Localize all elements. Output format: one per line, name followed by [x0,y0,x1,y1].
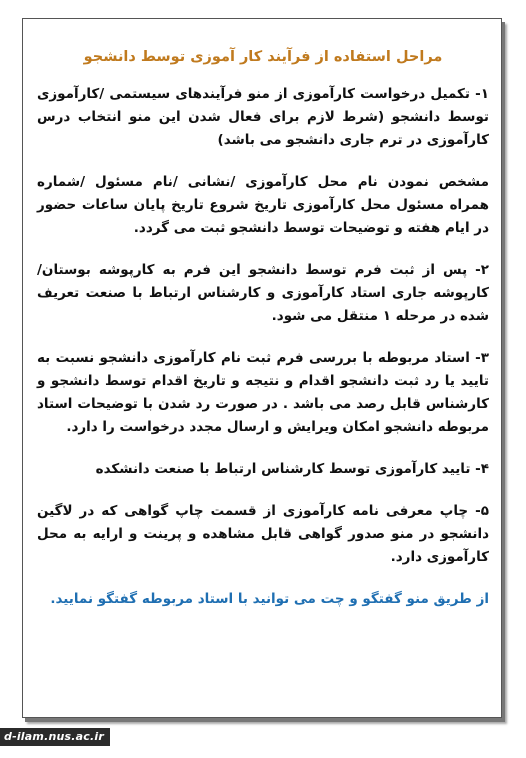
step-1-paragraph: ۱- تکمیل درخواست کارآموزی از منو فرآیندهای سیستمی /کارآموزی توسط دانشجو (شرط لازم برای فعال شدن این منو انتخاب درس کارآموزی در ترم جاری دانشجو می باشد) [37,86,489,148]
step-3-paragraph: ۳- استاد مربوطه با بررسی فرم ثبت نام کارآموزی دانشجو نسبت به تایید یا رد ثبت دانشجو اقدام و نتیجه و تاریخ اقدام توسط دانشجو و کارشناس قابل رصد می باشد . در صورت رد شدن با توضیحات استاد مربوطه دانشجو امکان ویرایش و ارسال مجدد درخواست را دارد. [37,350,489,435]
site-watermark: d-ilam.nus.ac.ir [0,728,110,746]
step-4-paragraph: ۴- تایید کارآموزی توسط کارشناس ارتباط با صنعت دانشکده [95,461,489,477]
document-body [37,49,489,707]
step-5-paragraph: ۵- چاپ معرفی نامه کارآموزی از قسمت چاپ گواهی که در لاگین دانشجو در منو صدور گواهی قابل مشاهده و پرینت و ارایه به محل کارآموزی دارد. [37,503,489,565]
step-2-paragraph: ۲- پس از ثبت فرم توسط دانشجو این فرم به کارپوشه بوستان/کارپوشه جاری استاد کارآموزی و کارشناس ارتباط با صنعت تعریف شده در مرحله ۱ منتقل می شود. [37,262,489,324]
document-title: مراحل استفاده از فرآیند کار آموزی توسط دانشجو [83,49,443,65]
step-1-details-paragraph: مشخص نمودن نام محل کارآموزی /نشانی /نام مسئول /شماره همراه مسئول محل کارآموزی تاریخ شروع تاریخ پایان ساعات حضور در ایام هفته و توضیحات توسط دانشجو ثبت می گردد. [37,174,489,236]
document-frame [22,18,502,718]
chat-footer-note: از طریق منو گفتگو و چت می توانید با استاد مربوطه گفتگو نمایید. [50,591,489,607]
